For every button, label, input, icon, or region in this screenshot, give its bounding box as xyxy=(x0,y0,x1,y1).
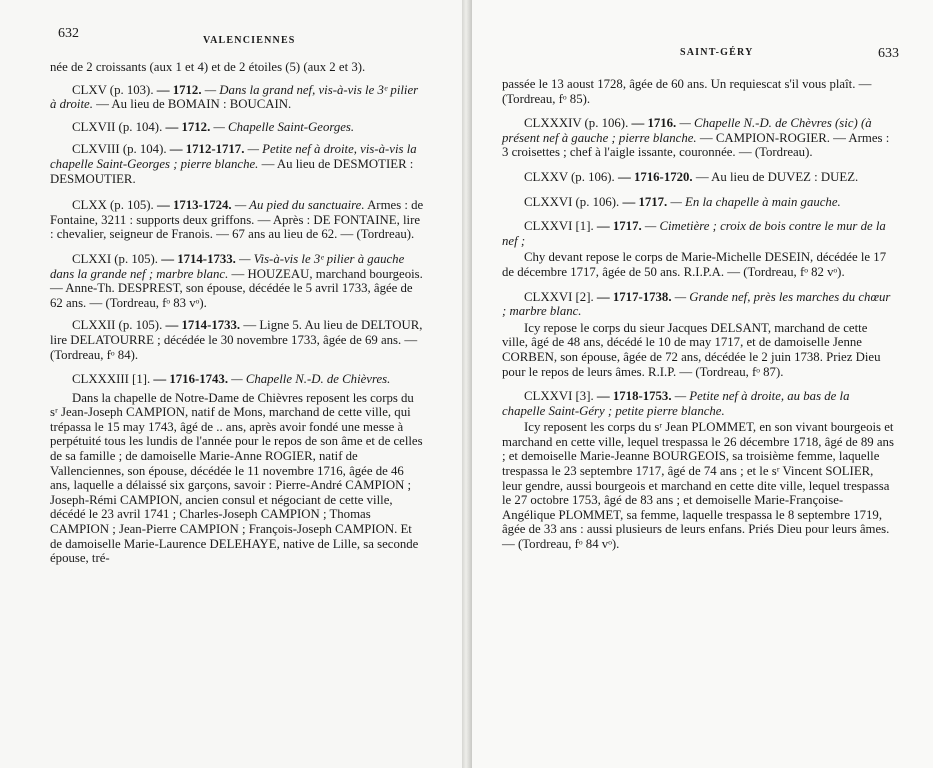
entry-clxxi: CLXXI (p. 105). — 1714-1733. — Vis-à-vis le 3ᵉ pilier à gauche dans la grande nef ; marbre blanc. — HOUZEAU, marchand bourgeois. — Anne-Th. DESPREST, son épouse, décédée le 5 avril 1733, âgée de 62 ans. — (Tordreau, fᵒ 83 vᵒ). xyxy=(50,251,423,310)
left-page xyxy=(0,0,462,768)
entry-clxv: CLXV (p. 103). — 1712. — Dans la grand nef, vis-à-vis le 3ᵉ pilier à droite. — Au lieu de BOMAIN : BOUCAIN. xyxy=(50,82,419,112)
epitaph-plommet: Icy reposent les corps du sʳ Jean PLOMMET, en son vivant bourgeois et marchand en cette ville, lequel trespassa le 26 décembre 1718, âgé de 89 ans ; et demoiselle Marie-Jeanne BOURGEOIS, sa troisième femme, laquelle trespassa le 23 septembre 1717, âgé de 74 ans ; et le sʳ Vincent SOLIER, leur gendre, aussi bourgeois et marchand en cette dite ville, lequel trespassa le 27 octobre 1753, âgé de 83 ans ; et demoiselle Marie-Françoise-Angélique PLOMMET, sa femme, laquelle trespassa le 8 septembre 1719, âgée de 33 ans : aussi plusieurs de leurs enfans. Priés Dieu pour leurs âmes. — (Tordreau, fᵒ 84 vᵒ). xyxy=(502,420,894,552)
running-head-left: VALENCIENNES xyxy=(203,35,296,46)
entry-clxxxiii-1: CLXXXIII [1]. — 1716-1743. — Chapelle N.-D. de Chièvres. xyxy=(72,372,391,387)
page-number-right: 633 xyxy=(878,46,899,61)
epitaph-delsant: Icy repose le corps du sieur Jacques DELSANT, marchand de cette ville, âgé de 48 ans, décédé le 10 de may 1717, et de damoiselle Jenne CORBEN, son épouse, âgée de 72 ans, décédée le 2 juin 1738. Priez Dieu pour le repos de leurs âmes. R.I.P. — (Tordreau, fᵒ 87). xyxy=(502,320,881,379)
right-page xyxy=(472,0,933,768)
entry-continuation: passée le 13 aoust 1728, âgée de 60 ans. Un requiescat s'il vous plaît. — (Tordreau, fᵒ 85). xyxy=(502,77,872,106)
entry-clxx: CLXX (p. 105). — 1713-1724. — Au pied du sanctuaire. Armes : de Fontaine, 3211 : supports deux griffons. — Après : DE FONTAINE, lire : chevalier, seigneur de Franois. — 67 ans au lieu de 62. — (Tordreau). xyxy=(50,198,424,242)
entry-clxxvi-1: CLXXVI [1]. — 1717. — Cimetière ; croix de bois contre le mur de la nef ; xyxy=(502,219,886,248)
entry-clxxii: CLXXII (p. 105). — 1714-1733. — Ligne 5. Au lieu de DELTOUR, lire DELATOURRE ; décédée le 30 novembre 1733, âgée de 69 ans. — (Tordreau, fᵒ 84). xyxy=(50,318,423,362)
entry-clxxvi: CLXXVI (p. 106). — 1717. — En la chapelle à main gauche. xyxy=(524,194,841,209)
running-head-right: SAINT-GÉRY xyxy=(680,47,754,58)
entry-clxxxiv: CLXXXIV (p. 106). — 1716. — Chapelle N.-D. de Chèvres (sic) (à présent nef à gauche ; pierre blanche. — CAMPION-ROGIER. — Armes : 3 croisettes ; chef à l'aigle issante, couronnée. — (Tordreau). xyxy=(502,116,890,160)
entry-clxviii: CLXVIII (p. 104). — 1712-1717. — Petite nef à droite, vis-à-vis la chapelle Saint-Georges ; pierre blanche. — Au lieu de DESMOTIER : DESMOUTIER. xyxy=(50,142,417,186)
epitaph-campion: Dans la chapelle de Notre-Dame de Chièvres reposent les corps du sʳ Jean-Joseph CAMPION, natif de Mons, marchand de cette ville, qui trépassa le 15 may 1743, âgé de .. ans, après avoir fondé une messe à perpétuité tous les lundis de l'année pour le repos de son âme et de celles de sa famille ; de damoiselle Marie-Anne ROGIER, natif de Vallenciennes, son épouse, décédée le 11 novembre 1716, âgée de 46 ans, laquelle a délaissé six garçons, savoir : Pierre-André CAMPION ; Joseph-Rémi CAMPION, ancien consul et négociant de cette ville, décédé le 23 avril 1741 ; Charles-Joseph CAMPION ; Thomas CAMPION ; Jean-Pierre CAMPION ; François-Joseph CAMPION. Et de damoiselle Marie-Laurence DELEHAYE, native de Lille, sa seconde épouse, tré- xyxy=(50,390,423,566)
entry-clxxvi-2: CLXXVI [2]. — 1717-1738. — Grande nef, près les marches du chœur ; marbre blanc. xyxy=(502,289,891,319)
entry-clxxvi-3: CLXXVI [3]. — 1718-1753. — Petite nef à droite, au bas de la chapelle Saint-Géry ; petite pierre blanche. xyxy=(502,389,850,418)
entry-continuation: née de 2 croissants (aux 1 et 4) et de 2 étoiles (5) (aux 2 et 3). xyxy=(50,60,366,74)
left-column xyxy=(50,60,424,566)
book-gutter xyxy=(462,0,472,768)
epitaph-desein: Chy devant repose le corps de Marie-Michelle DESEIN, décédée le 17 de décembre 1717, âgée de 50 ans. R.I.P.A. — (Tordreau, fᵒ 82 vᵒ). xyxy=(502,250,887,279)
right-column xyxy=(502,77,894,552)
entry-clxvii: CLXVII (p. 104). — 1712. — Chapelle Saint-Georges. xyxy=(72,119,355,134)
page-number-left: 632 xyxy=(58,26,79,41)
entry-clxxv: CLXXV (p. 106). — 1716-1720. — Au lieu de DUVEZ : DUEZ. xyxy=(524,169,859,184)
